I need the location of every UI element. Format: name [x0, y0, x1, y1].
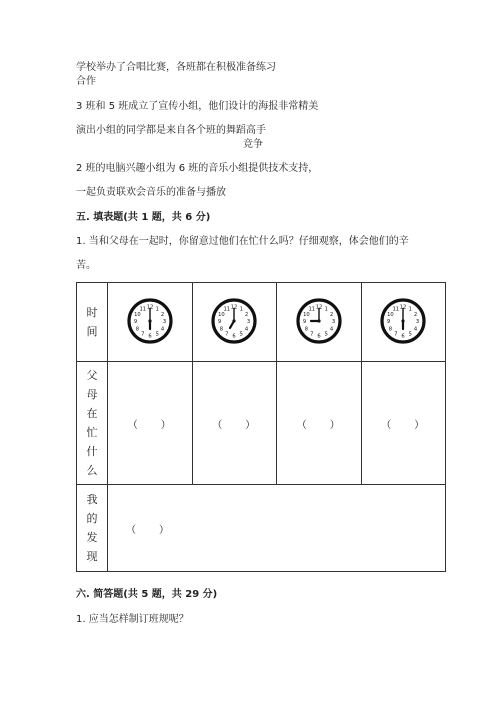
clock-numeral: 2 — [414, 311, 418, 318]
clock-numeral: 10 — [387, 311, 394, 318]
clock-cell-1 — [108, 283, 193, 362]
clock-numeral: 11 — [139, 305, 146, 312]
clock-numeral: 7 — [309, 331, 314, 338]
clock-cell-4 — [361, 283, 446, 362]
clock-numeral: 9 — [387, 318, 391, 325]
section-6-heading: 六. 简答题(共 5 题，共 29 分) — [76, 589, 218, 600]
clock-numeral: 2 — [245, 311, 249, 318]
clock-numeral: 11 — [308, 305, 315, 312]
clock-numeral: 7 — [140, 331, 145, 338]
clock-numeral: 3 — [247, 318, 251, 325]
clock-center — [233, 319, 236, 322]
clock-numeral: 8 — [220, 325, 224, 332]
discovery-cell[interactable]: （ ） — [108, 485, 446, 572]
clock-numeral: 1 — [408, 305, 413, 312]
clock-numeral: 5 — [155, 331, 159, 338]
clock-numeral: 2 — [160, 311, 164, 318]
answer-competition: 竞争 — [243, 139, 263, 150]
clock-numeral: 1 — [324, 305, 328, 312]
clock-numeral: 7 — [394, 331, 398, 338]
clock-numeral: 5 — [239, 331, 244, 338]
clock-center — [148, 319, 151, 322]
clock-numeral: 6 — [232, 333, 236, 339]
clock-numeral: 12 — [315, 304, 323, 310]
answer-cooperation: 合作 — [76, 76, 96, 87]
statement-1: 学校举办了合唱比赛，各班都在积极准备练习 — [76, 62, 276, 73]
clock-numeral: 3 — [416, 318, 420, 325]
clock-numeral: 9 — [133, 318, 137, 325]
clock-numeral: 12 — [146, 304, 154, 310]
clock-numeral: 12 — [230, 304, 238, 310]
question-text: 1. 当和父母在一起时，你留意过他们在忙什么吗？仔细观察，体会他们的辛 — [76, 236, 409, 247]
clock-numeral: 3 — [162, 318, 166, 325]
clock-numeral: 5 — [408, 331, 413, 338]
clock-numeral: 1 — [155, 305, 159, 312]
clock-numeral: 7 — [225, 331, 229, 338]
question-text-cont: 苦。 — [76, 260, 96, 271]
clock-cell-2 — [192, 283, 277, 362]
fill-in-table — [76, 282, 446, 572]
short-answer-question-1: 1. 应当怎样制订班规呢？ — [76, 614, 189, 625]
clock-numeral: 2 — [329, 311, 333, 318]
clock-numeral: 8 — [135, 325, 139, 332]
clock-numeral: 3 — [331, 318, 335, 325]
statement-3: 演出小组的同学都是来自各个班的舞蹈高手 — [76, 125, 266, 136]
clock-numeral: 6 — [317, 333, 321, 339]
clock-cell-3 — [277, 283, 362, 362]
clock-numeral: 4 — [414, 325, 418, 332]
statement-5: 一起负责联欢会音乐的准备与播放 — [76, 187, 226, 198]
clock-numeral: 9 — [302, 318, 306, 325]
time-label: 时 间 — [77, 283, 108, 362]
clock-numeral: 6 — [401, 333, 405, 339]
clock-numeral: 8 — [304, 325, 308, 332]
clock-numeral: 12 — [399, 304, 407, 310]
my-discovery-label: 我 的 发 现 — [77, 485, 108, 572]
clock-icon — [295, 297, 343, 345]
answer-cell-1[interactable]: （ ） — [108, 362, 193, 485]
statement-2: 3 班和 5 班成立了宣传小组，他们设计的海报非常精美 — [76, 101, 319, 112]
clock-numeral: 11 — [223, 305, 231, 312]
clock-numeral: 11 — [392, 305, 400, 312]
clock-numeral: 9 — [218, 318, 222, 325]
clock-center — [317, 319, 320, 322]
clock-numeral: 6 — [148, 333, 152, 339]
clock-numeral: 5 — [324, 331, 328, 338]
statement-4: 2 班的电脑兴趣小组为 6 班的音乐小组提供技术支持， — [76, 163, 319, 174]
clock-numeral: 10 — [302, 311, 310, 318]
answer-cell-3[interactable]: （ ） — [277, 362, 362, 485]
clock-icon — [379, 297, 427, 345]
answer-cell-4[interactable]: （ ） — [361, 362, 446, 485]
answer-cell-2[interactable]: （ ） — [192, 362, 277, 485]
clock-numeral: 10 — [218, 311, 225, 318]
clock-center — [402, 319, 405, 322]
clock-icon — [126, 297, 174, 345]
parents-busy-label: 父 母 在 忙 什 么 — [77, 362, 108, 485]
clock-icon — [210, 297, 258, 345]
clock-numeral: 4 — [329, 325, 333, 332]
clock-numeral: 4 — [160, 325, 164, 332]
clock-numeral: 1 — [239, 305, 244, 312]
clock-numeral: 4 — [245, 325, 249, 332]
clock-numeral: 10 — [133, 311, 141, 318]
clock-numeral: 8 — [389, 325, 393, 332]
section-5-heading: 五. 填表题(共 1 题，共 6 分) — [76, 212, 211, 223]
